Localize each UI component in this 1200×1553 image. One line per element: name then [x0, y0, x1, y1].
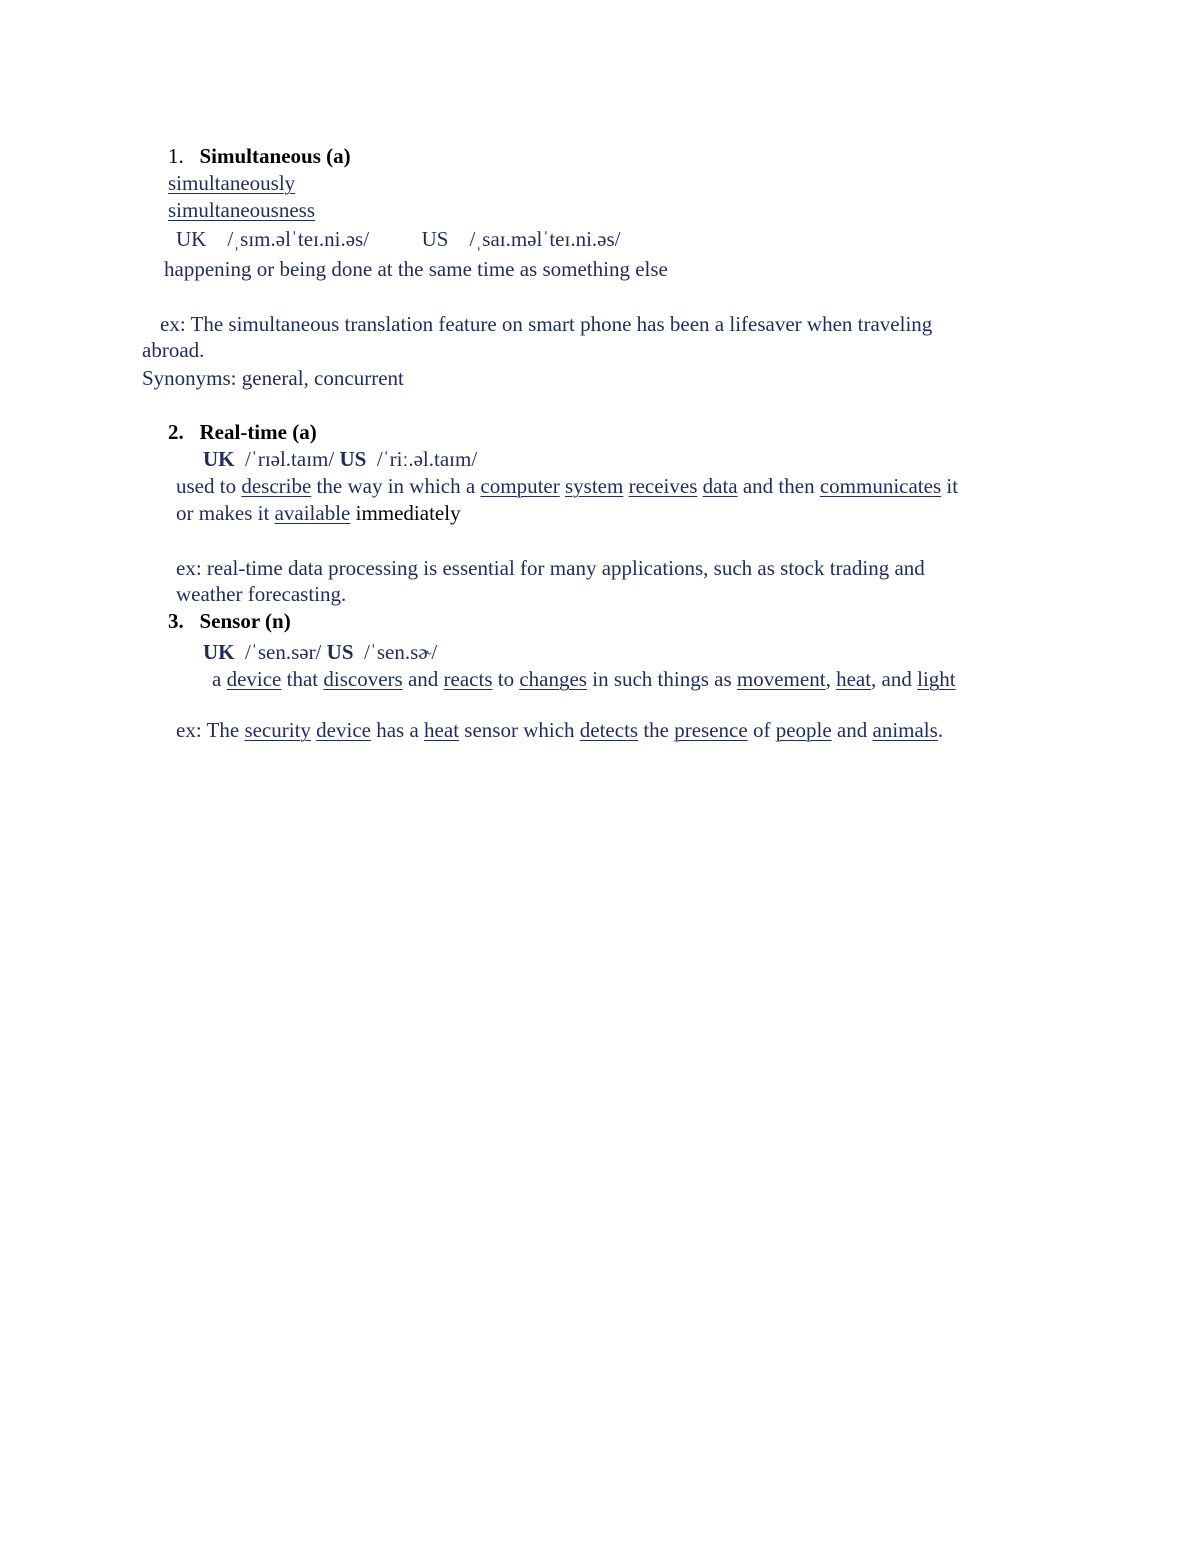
- synonyms: Synonyms: general, concurrent: [142, 366, 404, 390]
- example-text: .: [937, 718, 944, 742]
- definition-text: , and: [871, 667, 912, 691]
- example-text: ex: The: [176, 718, 240, 742]
- pronunciation-line: [203, 642, 437, 663]
- us-label: US: [421, 227, 449, 251]
- definition-text: it: [946, 474, 959, 498]
- definition-line: [176, 503, 461, 524]
- pronunciation-line: [203, 449, 477, 470]
- definition-text: immediately: [355, 501, 461, 525]
- uk-pronunciation: /ˈsen.sər/: [245, 640, 322, 664]
- headword: Sensor (n): [199, 609, 291, 633]
- dictionary-link[interactable]: system: [564, 474, 624, 498]
- definition-text: ,: [825, 667, 831, 691]
- dictionary-link[interactable]: describe: [241, 474, 312, 498]
- definition-text: in such things as: [592, 667, 732, 691]
- dictionary-link[interactable]: security: [244, 718, 311, 742]
- dictionary-link[interactable]: changes: [519, 667, 587, 691]
- definition: happening or being done at the same time as something else: [164, 257, 668, 281]
- definition-text: the way in which a: [316, 474, 476, 498]
- definition-line: [212, 669, 956, 690]
- uk-pronunciation: /ˈrɪəl.taɪm/: [245, 447, 335, 471]
- uk-label: UK: [176, 227, 207, 251]
- definition-text: used to: [176, 474, 237, 498]
- headword: Real-time (a): [199, 420, 317, 444]
- us-pronunciation: /ˈriː.əl.taɪm/: [376, 447, 478, 471]
- us-pronunciation: /ˌsaɪ.məlˈteɪ.ni.əs/: [469, 227, 621, 251]
- dictionary-link[interactable]: detects: [579, 718, 639, 742]
- dictionary-link[interactable]: heat: [424, 718, 460, 742]
- uk-label: UK: [203, 640, 235, 664]
- us-label: US: [326, 640, 354, 664]
- definition-line: [176, 476, 958, 497]
- uk-label: UK: [203, 447, 235, 471]
- example-text: the: [643, 718, 669, 742]
- pronunciation-line: [176, 229, 620, 250]
- definition-text: and then: [742, 474, 815, 498]
- example-text: of: [752, 718, 771, 742]
- dictionary-link[interactable]: available: [274, 501, 351, 525]
- example-text: and: [836, 718, 868, 742]
- example-text: has a: [376, 718, 419, 742]
- definition-text: to: [497, 667, 515, 691]
- word-form-link[interactable]: simultaneously: [168, 171, 296, 195]
- us-label: US: [339, 447, 367, 471]
- definition-text: a: [212, 667, 222, 691]
- dictionary-link[interactable]: receives: [628, 474, 698, 498]
- definition-text: and: [407, 667, 439, 691]
- dictionary-link[interactable]: communicates: [819, 474, 942, 498]
- entry-number: 2.: [168, 420, 184, 444]
- dictionary-link[interactable]: presence: [674, 718, 748, 742]
- dictionary-link[interactable]: device: [316, 718, 371, 742]
- example-line: abroad.: [142, 338, 205, 362]
- definition-text: that: [286, 667, 319, 691]
- headword: Simultaneous (a): [199, 144, 351, 168]
- example-line: weather forecasting.: [176, 582, 347, 606]
- dictionary-link[interactable]: movement: [736, 667, 826, 691]
- dictionary-link[interactable]: reacts: [443, 667, 493, 691]
- example-line: ex: The simultaneous translation feature on smart phone has been a lifesaver when traveling: [160, 312, 933, 336]
- entry-2-heading: [168, 422, 317, 443]
- definition-text: or makes it: [176, 501, 270, 525]
- uk-pronunciation: /ˌsɪm.əlˈteɪ.ni.əs/: [227, 227, 370, 251]
- dictionary-link[interactable]: light: [917, 667, 956, 691]
- word-form-link[interactable]: simultaneousness: [168, 198, 315, 222]
- dictionary-link[interactable]: people: [775, 718, 832, 742]
- example-text: sensor which: [464, 718, 575, 742]
- example-line: ex: real-time data processing is essential for many applications, such as stock trading and: [176, 556, 925, 580]
- example-line: [176, 720, 943, 741]
- us-pronunciation: /ˈsen.sɚ/: [364, 640, 438, 664]
- dictionary-link[interactable]: device: [226, 667, 282, 691]
- dictionary-link[interactable]: animals: [872, 718, 938, 742]
- dictionary-link[interactable]: computer: [480, 474, 560, 498]
- dictionary-link[interactable]: data: [702, 474, 738, 498]
- dictionary-link[interactable]: discovers: [323, 667, 403, 691]
- entry-3-heading: [168, 611, 291, 632]
- dictionary-link[interactable]: heat: [836, 667, 872, 691]
- entry-1-heading: [168, 146, 351, 167]
- entry-number: 3.: [168, 609, 184, 633]
- entry-number: 1.: [168, 144, 184, 168]
